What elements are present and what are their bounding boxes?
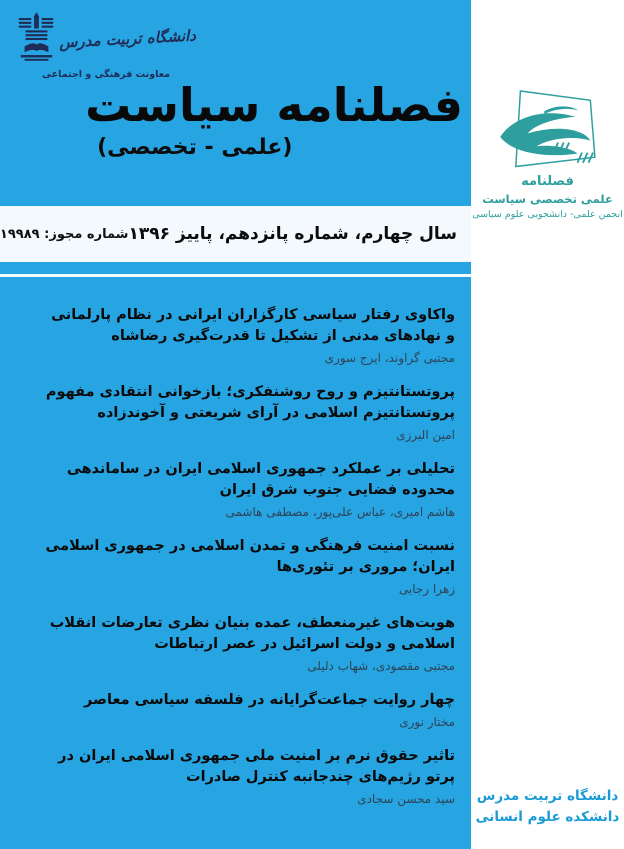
university-logo-subtitle: معاونت فرهنگی و اجتماعی	[42, 69, 170, 80]
article-authors: مختار نوری	[399, 715, 455, 729]
cover-title-block	[85, 78, 463, 160]
article-title: تحلیلی بر عملکرد جمهوری اسلامی ایران در ساماندهی محدوده فضایی جنوب شرق ایران	[66, 461, 455, 498]
badge-association-name: انجمن علمی- دانشجویی علوم سیاسی	[472, 209, 623, 220]
footer-faculty-name: دانشکده علوم انسانی	[475, 809, 620, 825]
university-emblem-icon	[17, 12, 55, 66]
footer-institution-block	[471, 786, 624, 828]
university-logo-name: دانشگاه تربیت مدرس	[58, 26, 196, 52]
band-divider-rule	[0, 274, 471, 277]
list-item	[39, 305, 455, 367]
article-title: چهار روایت جماعت‌گرایانه در فلسفه سیاسی معاصر	[83, 692, 455, 708]
journal-badge	[471, 80, 624, 220]
license-number-text: شماره مجوز: ۱۹۹۸۹	[0, 226, 129, 242]
article-authors: مجتبی گراوند، ایرج سوری	[324, 351, 455, 365]
university-logo-row	[26, 12, 196, 66]
article-authors: مجتبی مقصودی، شهاب دلیلی	[307, 659, 455, 673]
article-title: تاثیر حقوق نرم بر امنیت ملی جمهوری اسلامی ایران در پرتو رژیم‌های چندجانبه کنترل صادرات	[58, 748, 455, 785]
article-title: پروتستانتیزم و روح روشنفکری؛ بازخوانی انتقادی مفهوم پروتستانتیزم اسلامی در آرای شریعتی و آخوندزاده	[45, 384, 455, 421]
list-item	[39, 536, 455, 598]
article-title: نسبت امنیت فرهنگی و تمدن اسلامی در جمهوری اسلامی ایران؛ مروری بر تئوری‌ها	[45, 538, 455, 575]
list-item	[39, 459, 455, 521]
article-authors: زهرا رجایی	[398, 582, 455, 596]
issue-info-text: سال چهارم، شماره پانزدهم، پاییز ۱۳۹۶	[128, 224, 457, 244]
article-authors: هاشم امیری، عباس علی‌پور، مصطفی هاشمی	[225, 505, 455, 519]
list-item	[39, 746, 455, 808]
article-title: هویت‌های غیرمنعطف، عمده بنیان نظری تعارضات انقلاب اسلامی و دولت اسرائیل در عصر ارتباطات	[49, 615, 455, 652]
list-item	[39, 382, 455, 444]
badge-journal-word: فصلنامه	[521, 174, 574, 189]
side-column	[471, 0, 624, 849]
article-title: واکاوی رفتار سیاسی کارگزاران ایرانی در نظام پارلمانی و نهادهای مدنی از تشکیل تا قدرت‌گیری رضاشاه	[51, 307, 455, 344]
journal-subtitle: (علمی - تخصصی)	[97, 135, 293, 161]
journal-logo-icon	[471, 80, 624, 172]
journal-title: فصلنامه سیاست	[85, 78, 463, 132]
article-authors: سید محسن سجادی	[357, 792, 455, 806]
footer-university-name: دانشگاه تربیت مدرس	[476, 788, 619, 804]
university-logo-block	[26, 12, 196, 80]
article-authors: امین البرزی	[396, 428, 455, 442]
list-item	[39, 690, 455, 731]
issue-band	[0, 206, 471, 262]
list-item	[39, 613, 455, 675]
article-list	[39, 305, 455, 823]
badge-journal-name: علمی تخصصی سیاست	[482, 192, 613, 206]
